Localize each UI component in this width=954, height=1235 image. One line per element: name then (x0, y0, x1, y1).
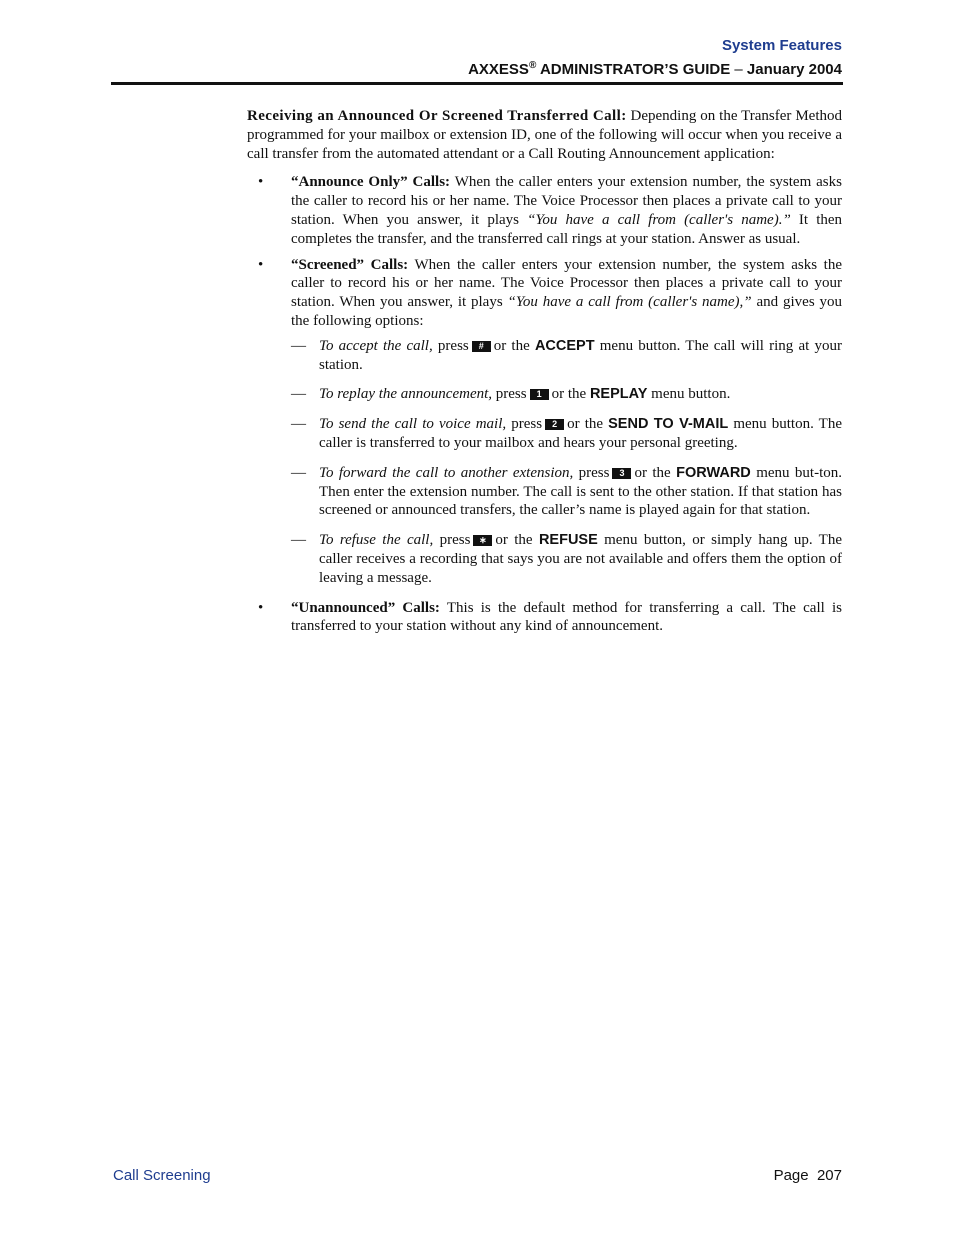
option-lead-in: To refuse the call, (319, 532, 434, 549)
refuse-menu-button-label: REFUSE (538, 532, 598, 549)
intro-heading: Receiving an Announced Or Screened Transferred Call: (247, 108, 627, 124)
send-to-vmail-menu-button-label: SEND TO V-MAIL (608, 416, 729, 433)
option-or-the: or the (495, 532, 533, 549)
intro-text: Depending on the Transfer Method programmed for your mailbox or extension ID, one of the following will occur when you receive a call transfer from the automated attendant or a Call Routing Announcement application: (247, 108, 842, 162)
screened-options-list (291, 337, 842, 588)
option-lead-in: To send the call to voice mail, (319, 416, 507, 433)
accept-menu-button-label: ACCEPT (534, 337, 595, 354)
item-heading: “Announce Only” Calls: (291, 174, 451, 191)
product-name: AXXESS (468, 61, 529, 78)
option-press: press (495, 386, 527, 403)
option-press: press (511, 416, 543, 433)
star-key-icon: ∗ (473, 535, 492, 546)
option-rest: menu button. (651, 386, 731, 403)
page-number: 207 (816, 1167, 842, 1184)
bullet-icon: • (258, 599, 264, 616)
page-body (247, 107, 842, 643)
item-text: This is the default method for transferring a call. The call is transferred to your station without any kind of announcement. (291, 599, 843, 635)
option-send-to-vmail (291, 415, 842, 453)
option-press: press (437, 337, 469, 354)
item-quote: “You have a call from (caller's name),” (507, 294, 752, 311)
running-header-section: System Features (721, 37, 842, 54)
option-or-the: or the (567, 416, 604, 433)
option-or-the: or the (634, 464, 671, 481)
item-heading: “Unannounced” Calls: (291, 599, 440, 616)
transfer-method-list (247, 173, 842, 636)
dash-mark: — (291, 386, 306, 403)
option-press: press (578, 464, 610, 481)
key-1-icon: 1 (530, 389, 549, 400)
dash-mark: — (291, 337, 306, 354)
guide-date: January 2004 (746, 61, 842, 78)
item-text: When the caller enters your extension number, the system asks the caller to record his or her name. The Voice Processor then places a private call to your station. When you answer, it plays (291, 174, 842, 228)
key-3-icon: 3 (612, 468, 631, 479)
item-quote: “You have a call from (caller's name).” (527, 211, 791, 228)
item-text-continued: It then completes the transfer, and the transferred call rings at your station. Answer as usual. (291, 211, 843, 247)
list-item-screened (247, 256, 842, 588)
replay-menu-button-label: REPLAY (589, 386, 648, 403)
bullet-icon: • (258, 256, 264, 273)
dash-mark: — (291, 416, 306, 433)
header-separator: – (734, 61, 743, 78)
footer-page (774, 1167, 842, 1184)
option-or-the: or the (493, 337, 530, 354)
option-lead-in: To accept the call, (319, 337, 433, 354)
option-rest: menu button. The call will ring at your station. (319, 337, 842, 373)
page-label: Page (773, 1167, 809, 1184)
dash-mark: — (291, 464, 306, 481)
option-rest: menu button, or simply hang up. The caller receives a recording that says you are not available and offers them the option of leaving a message. (319, 532, 842, 586)
item-text-continued: and gives you the following options: (291, 294, 843, 329)
option-accept (291, 337, 842, 375)
bullet-icon: • (258, 174, 264, 191)
pound-key-icon: # (472, 341, 491, 352)
dash-mark: — (291, 532, 306, 549)
key-2-icon: 2 (545, 419, 564, 430)
footer-section-title: Call Screening (113, 1167, 211, 1184)
option-lead-in: To forward the call to another extension, (319, 464, 574, 481)
option-refuse (291, 531, 842, 587)
option-lead-in: To replay the announcement, (319, 386, 493, 403)
option-replay (291, 385, 842, 404)
list-item-unannounced (247, 599, 842, 637)
running-header-guide (468, 60, 842, 78)
option-rest: menu but-ton. Then enter the extension number. The call is sent to the other station. If that station has screened or announced transfers, the caller’s name is played again for that station. (319, 464, 842, 519)
option-rest: menu button. The caller is transferred to your mailbox and hears your personal greeting. (319, 416, 843, 451)
intro-paragraph (247, 107, 842, 163)
guide-title: ADMINISTRATOR’S GUIDE (539, 61, 731, 78)
option-or-the: or the (551, 386, 587, 403)
item-text: When the caller enters your extension number, the system asks the caller to record his or her name. The Voice Processor then places a private call to your station. When you answer, it plays (291, 256, 842, 311)
registered-mark: ® (528, 60, 537, 71)
header-rule (111, 82, 843, 85)
forward-menu-button-label: FORWARD (676, 464, 751, 481)
item-heading: “Screened” Calls: (291, 256, 409, 273)
option-press: press (439, 532, 471, 549)
list-item-announce-only (247, 173, 842, 248)
option-forward (291, 464, 842, 520)
